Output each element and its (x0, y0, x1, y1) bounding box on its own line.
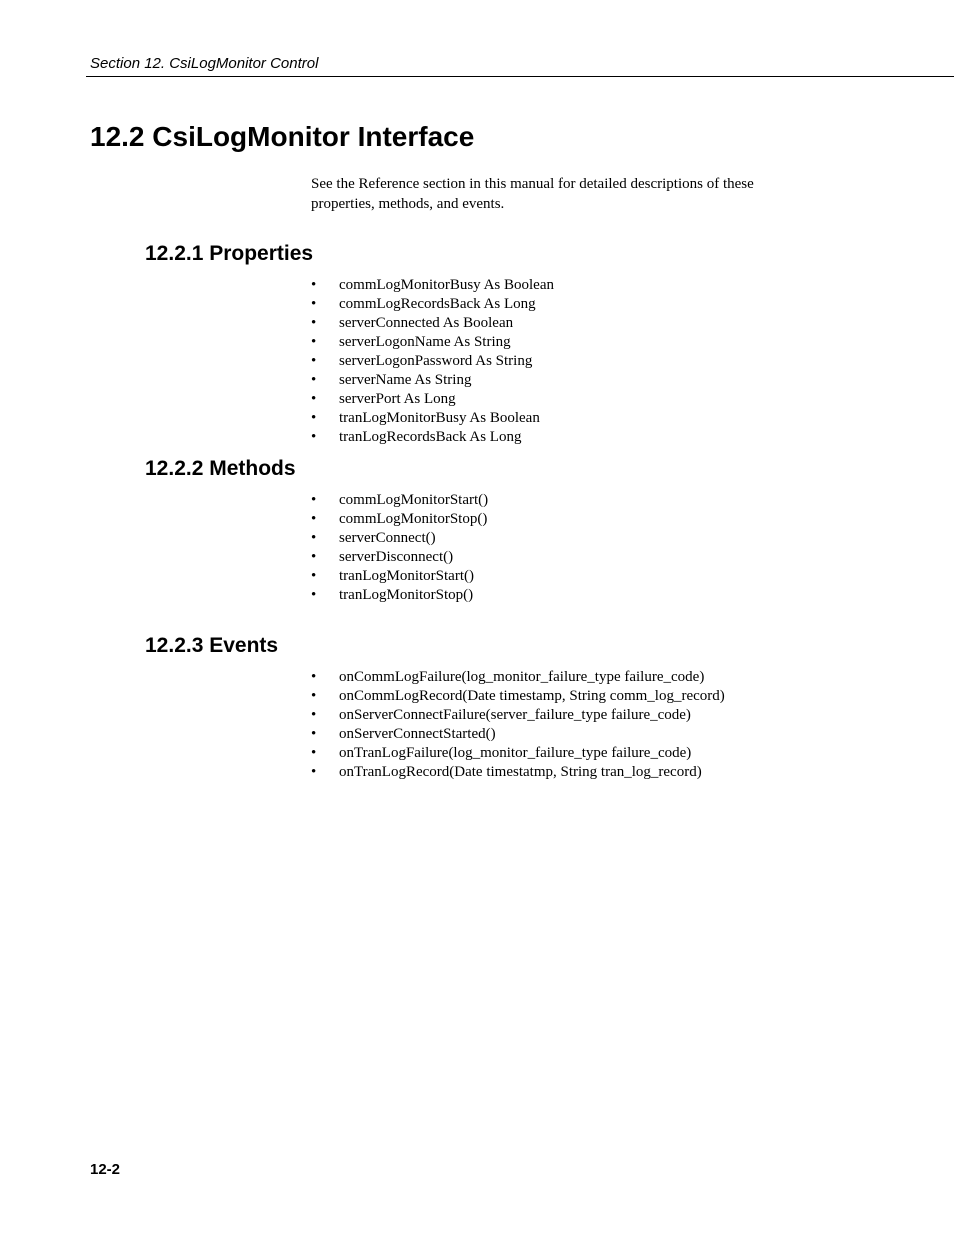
method-name: serverConnect() (339, 530, 436, 546)
method-name: tranLogMonitorStart() (339, 568, 474, 584)
events-heading: 12.2.3 Events (145, 634, 279, 657)
bullet-icon: • (311, 707, 317, 723)
list-item (311, 352, 554, 371)
bullet-icon: • (311, 315, 317, 331)
event-name: onTranLogFailure(log_monitor_failure_type failure_code) (339, 745, 692, 761)
bullet-icon: • (311, 511, 317, 527)
list-item (311, 744, 725, 763)
list-item (311, 548, 488, 567)
methods-heading: 12.2.2 Methods (145, 457, 296, 480)
property-name: tranLogMonitorBusy As Boolean (339, 410, 540, 426)
event-name: onServerConnectFailure(server_failure_type failure_code) (339, 707, 691, 723)
bullet-icon: • (311, 296, 317, 312)
list-item (311, 586, 488, 605)
bullet-icon: • (311, 568, 317, 584)
list-item (311, 491, 488, 510)
method-name: commLogMonitorStart() (339, 492, 489, 508)
property-name: serverPort As Long (339, 391, 456, 407)
bullet-icon: • (311, 277, 317, 293)
bullet-icon: • (311, 549, 317, 565)
event-name: onTranLogRecord(Date timestatmp, String tran_log_record) (339, 764, 702, 780)
list-item (311, 295, 554, 314)
events-list (311, 668, 725, 782)
property-name: serverName As String (339, 372, 472, 388)
list-item (311, 371, 554, 390)
header-rule (86, 76, 954, 77)
properties-list (311, 276, 554, 447)
section-title: 12.2 CsiLogMonitor Interface (90, 121, 475, 152)
bullet-icon: • (311, 745, 317, 761)
bullet-icon: • (311, 726, 317, 742)
bullet-icon: • (311, 391, 317, 407)
page-number: 12-2 (90, 1161, 121, 1178)
event-name: onCommLogRecord(Date timestamp, String comm_log_record) (339, 688, 725, 704)
property-name: tranLogRecordsBack As Long (339, 429, 522, 445)
bullet-icon: • (311, 669, 317, 685)
list-item (311, 276, 554, 295)
list-item (311, 314, 554, 333)
bullet-icon: • (311, 492, 317, 508)
list-item (311, 687, 725, 706)
bullet-icon: • (311, 587, 317, 603)
method-name: commLogMonitorStop() (339, 511, 488, 527)
property-name: serverLogonName As String (339, 334, 511, 350)
bullet-icon: • (311, 530, 317, 546)
list-item (311, 510, 488, 529)
bullet-icon: • (311, 372, 317, 388)
list-item (311, 567, 488, 586)
property-name: commLogRecordsBack As Long (339, 296, 536, 312)
properties-heading: 12.2.1 Properties (145, 242, 314, 265)
property-name: commLogMonitorBusy As Boolean (339, 277, 554, 293)
method-name: tranLogMonitorStop() (339, 587, 474, 603)
methods-list (311, 491, 488, 605)
section-intro: See the Reference section in this manual for detailed descriptions of these properties, methods, and events. (311, 176, 754, 212)
bullet-icon: • (311, 429, 317, 445)
event-name: onServerConnectStarted() (339, 726, 496, 742)
bullet-icon: • (311, 353, 317, 369)
list-item (311, 725, 725, 744)
list-item (311, 428, 554, 447)
method-name: serverDisconnect() (339, 549, 454, 565)
list-item (311, 763, 725, 782)
bullet-icon: • (311, 688, 317, 704)
property-name: serverConnected As Boolean (339, 315, 514, 331)
property-name: serverLogonPassword As String (339, 353, 533, 369)
bullet-icon: • (311, 764, 317, 780)
bullet-icon: • (311, 410, 317, 426)
bullet-icon: • (311, 334, 317, 350)
list-item (311, 333, 554, 352)
list-item (311, 529, 488, 548)
event-name: onCommLogFailure(log_monitor_failure_type failure_code) (339, 669, 705, 685)
list-item (311, 390, 554, 409)
running-header: Section 12. CsiLogMonitor Control (90, 55, 319, 72)
list-item (311, 706, 725, 725)
list-item (311, 409, 554, 428)
list-item (311, 668, 725, 687)
